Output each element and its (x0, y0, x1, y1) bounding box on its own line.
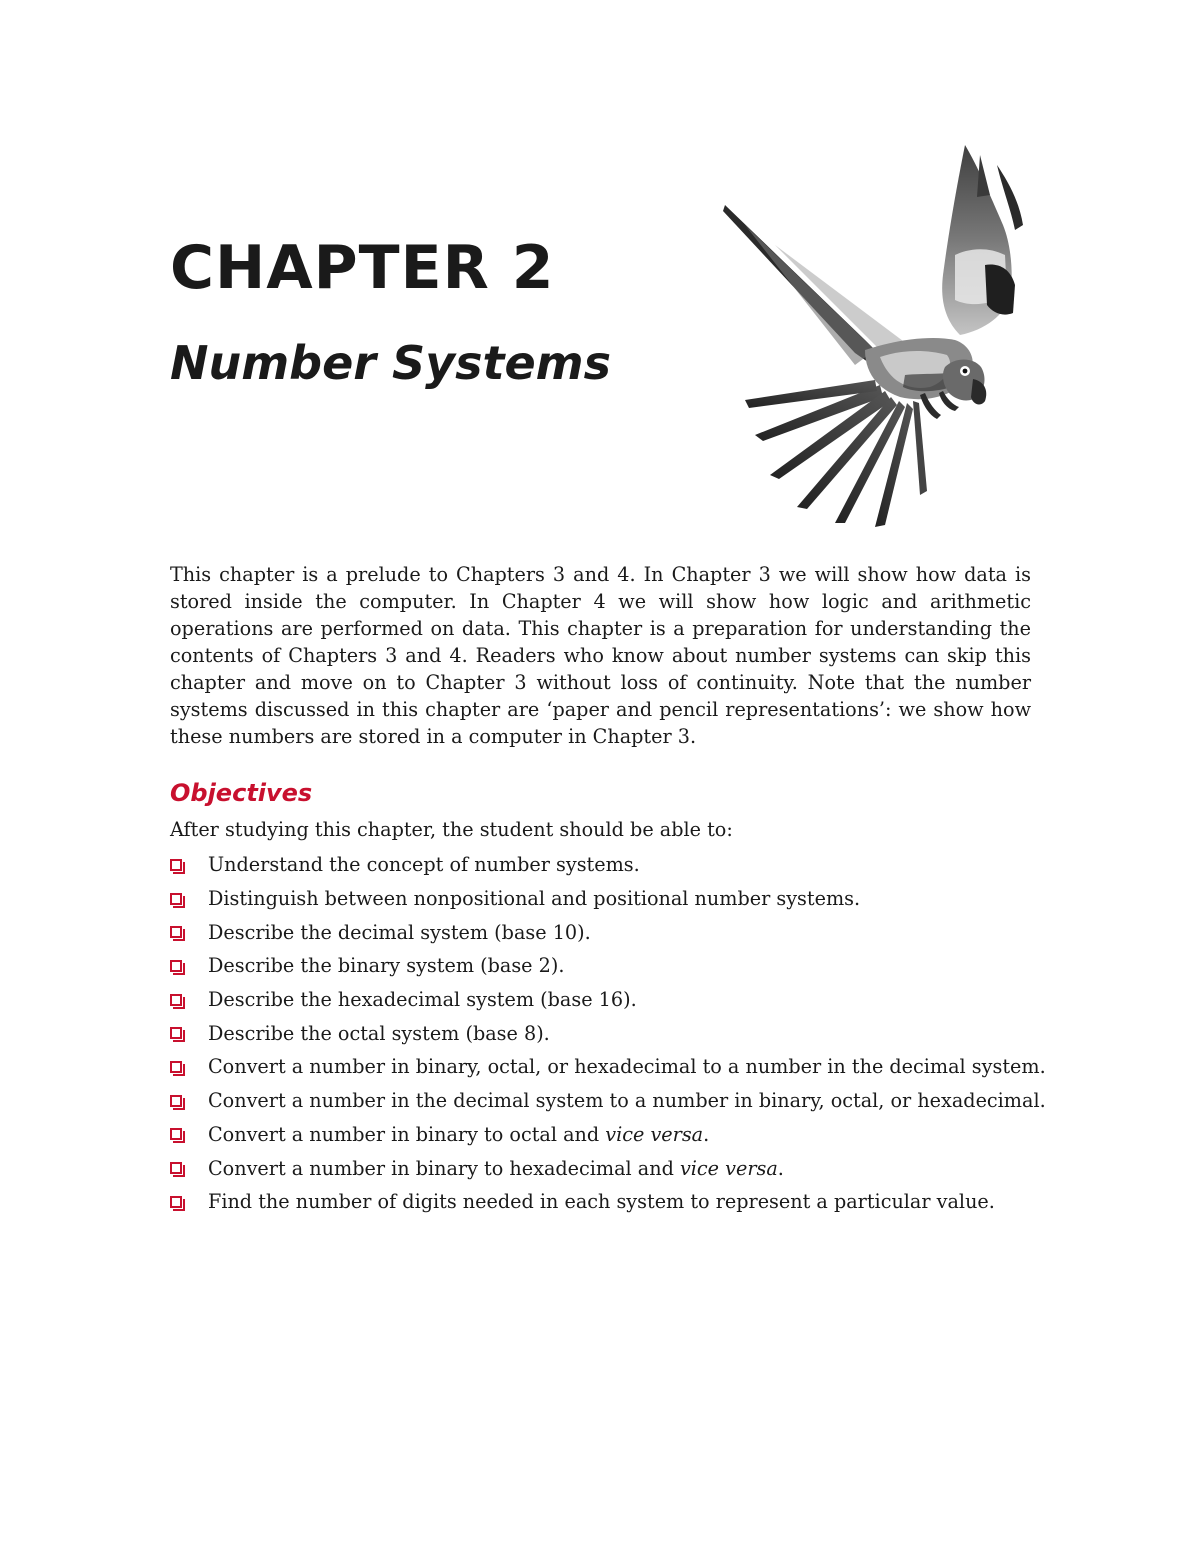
objectives-heading: Objectives (170, 779, 313, 807)
objective-text-emphasis: vice versa (679, 1156, 778, 1180)
objective-text (208, 1123, 709, 1146)
objective-item (170, 1151, 1070, 1185)
head-shape (943, 360, 986, 405)
chapter-word: CHAPTER (170, 233, 490, 303)
objective-text: Find the number of digits needed in each system to represent a particular value. (208, 1190, 995, 1214)
objective-text-emphasis: vice versa (605, 1122, 704, 1146)
objective-item (170, 882, 1070, 916)
tail-shape (745, 380, 927, 527)
checkbox-bullet-icon (170, 1196, 182, 1208)
objective-text: Describe the decimal system (base 10). (208, 920, 591, 944)
checkbox-bullet-icon (170, 859, 182, 871)
objective-text: Convert a number in binary, octal, or hexadecimal to a number in the decimal system. (208, 1055, 1046, 1079)
chapter-intro-paragraph: This chapter is a prelude to Chapters 3 and 4. In Chapter 3 we will show how data is stored inside the computer. In Chapter 4 we will show how logic and arithmetic operations are performed on data. This chapter is a preparation for understanding the contents of Chapters 3 and 4. Readers who know about number systems can skip this chapter and move on to Chapter 3 without loss of continuity. Note that the number systems discussed in this chapter are ‘paper and pencil representations’: we show how these numbers are stored in a computer in Chapter 3. (170, 563, 1031, 748)
objectives-list (170, 848, 1070, 1219)
checkbox-bullet-icon (170, 1128, 182, 1140)
checkbox-bullet-icon (170, 1095, 182, 1107)
objective-item (170, 949, 1070, 983)
objective-item (170, 848, 1070, 882)
objective-text: Describe the octal system (base 8). (208, 1021, 550, 1045)
checkbox-bullet-icon (170, 1162, 182, 1174)
checkbox-bullet-icon (170, 960, 182, 972)
objective-item (170, 1050, 1070, 1084)
checkbox-bullet-icon (170, 893, 182, 905)
objective-item (170, 1016, 1070, 1050)
parrot-illustration (715, 135, 1045, 530)
objective-text: Understand the concept of number systems. (208, 853, 640, 877)
objective-text: Describe the binary system (base 2). (208, 954, 565, 978)
objective-item (170, 1084, 1070, 1118)
chapter-title: Number Systems (170, 336, 611, 390)
chapter-label (170, 233, 555, 303)
objective-text: Convert a number in the decimal system to a number in binary, octal, or hexadecimal. (208, 1089, 1046, 1113)
objective-item (170, 1185, 1070, 1219)
objective-item (170, 1118, 1070, 1152)
objective-text: Describe the hexadecimal system (base 16). (208, 988, 637, 1012)
lower-wing-shape (723, 205, 915, 367)
checkbox-bullet-icon (170, 926, 182, 938)
checkbox-bullet-icon (170, 1027, 182, 1039)
objective-text-part: Convert a number in binary to hexadecimal and (208, 1156, 680, 1180)
objective-text: Distinguish between nonpositional and positional number systems. (208, 887, 861, 911)
checkbox-bullet-icon (170, 1061, 182, 1073)
chapter-number: 2 (511, 233, 555, 303)
checkbox-bullet-icon (170, 994, 182, 1006)
objectives-lead: After studying this chapter, the student should be able to: (170, 818, 733, 841)
objective-text-part: . (703, 1122, 710, 1146)
upper-wing-shape (942, 145, 1023, 335)
objective-item (170, 915, 1070, 949)
objective-text-part: . (777, 1156, 784, 1180)
objective-text-part: Convert a number in binary to octal and (208, 1122, 606, 1146)
objective-text (208, 1157, 784, 1180)
objective-item (170, 983, 1070, 1017)
